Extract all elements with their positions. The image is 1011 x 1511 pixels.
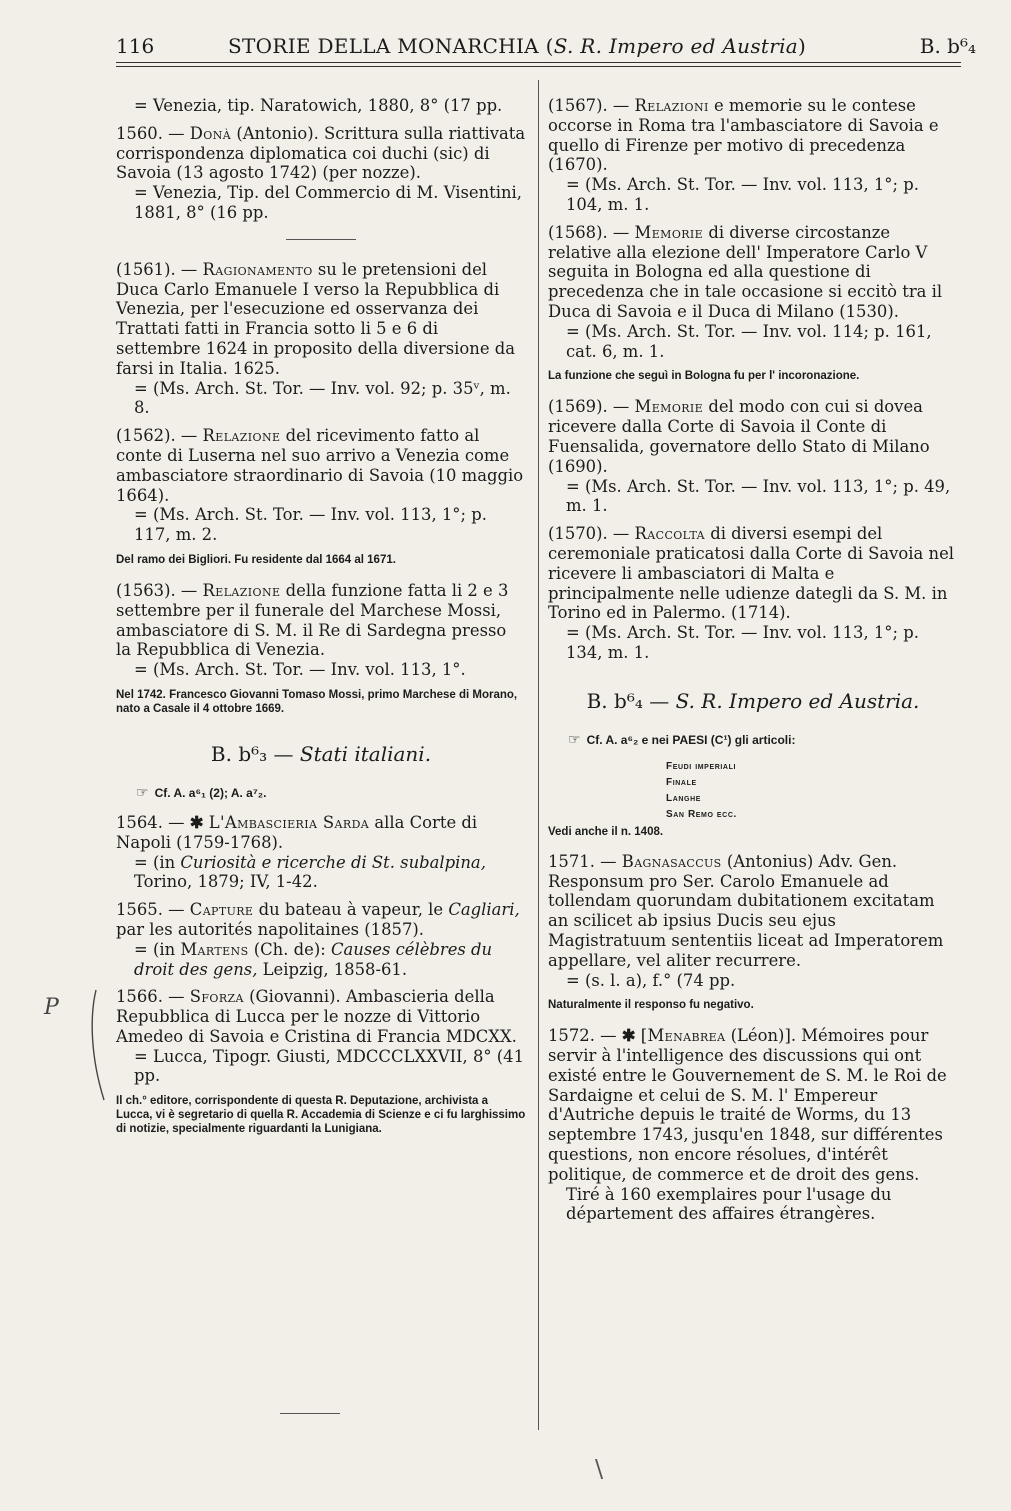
section-heading-stati-italiani: B. b⁶₃ — Stati italiani. [210,741,432,766]
entry-1564: 1564. — ✱ L'Ambascieria Sarda alla Corte di Napoli (1759-1768). = (in Curiosità e ricerche di St. subalpina, Torino, 1879; IV, 1-42. [116,812,486,892]
section-heading-impero-austria: B. b⁶₄ — S. R. Impero ed Austria. [586,688,920,713]
footnote-1571: Naturalmente il responso fu negativo. [548,999,754,1012]
see-also: Vedi anche il n. 1408. [548,825,664,838]
page-number: 116 [116,34,155,58]
running-header [116,30,976,70]
entry-1560: 1560. — Donà (Antonio). Scrittura sulla riattivata corrispondenza diplomatica coi duchi (sic) di Savoia (13 agosto 1742) (per nozze). = Venezia, Tip. del Commercio di M. Visentini, 1881, 8° (16 pp. [116,123,526,222]
footnote-1568: La funzione che seguì in Bologna fu per l' incoronazione. [548,370,860,383]
cf-item: San Remo ecc. [666,808,737,820]
footnote-1562: Del ramo dei Bigliori. Fu residente dal 1664 al 1671. [116,553,396,566]
entry-1566: 1566. — Sforza (Giovanni). Ambascieria della Repubblica di Lucca per le nozze di Vittorio Amedeo di Savoia e Cristina di Francia MDCXX. = Lucca, Tipogr. Giusti, MDCCCLXXVII, 8° (41 pp. [116,987,525,1086]
cf-item: Feudi imperiali [666,760,737,772]
right-column [548,96,958,1232]
entry-continued: = Venezia, tip. Naratowich, 1880, 8° (17 pp. [134,96,503,115]
entry-1569: (1569). — Memorie del modo con cui si dovea ricevere dalla Corte di Savoia il Conte di Fuensalida, governatore dello Stato di Milano (1690). = (Ms. Arch. St. Tor. — Inv. vol. 113, 1°; p. 49, m. 1. [548,397,951,516]
entry-1561: (1561). — Ragionamento su le pretensioni del Duca Carlo Emanuele I verso la Repubblica di Venezia, per l'esecuzione ed osservanza dei Trattati fatti in Francia sotto li 5 e 6 di settembre 1624 in proposito della diversione da farsi in Italia. 1625. = (Ms. Arch. St. Tor. — Inv. vol. 92; p. 35ᵛ, m. 8. [116,259,516,418]
entry-1572: 1572. — ✱ [Menabrea (Léon)]. Mémoires pour servir à l'intelligence des discussions qui ont existé entre le Gouvernement de S. M. le Roi de Sardaigne et celui de S. M. l' Empereur d'Autriche depuis le traité de Worms, du 13 septembre 1743, jusqu'en 1848, sur différentes questions, non encore résolues, d'intérêt politique, de commerce et de droit des gens. Tiré à 160 exemplaires pour l'usage du département des affaires étrangères. [548,1026,947,1224]
margin-letter: P [44,995,59,1020]
handwritten-margin-mark [38,985,108,1105]
left-column [116,96,526,1150]
entry-1563: (1563). — Relazione della funzione fatta li 2 e 3 settembre per il funerale del Marchese Mossi, ambasciatore di S. M. il Re di Sardegna presso la Repubblica di Venezia. = (Ms. Arch. St. Tor. — Inv. vol. 113, 1°. [116,580,509,680]
pointing-hand-icon: ☞ [568,730,581,747]
entry-1562: (1562). — Relazione del ricevimento fatto al conte di Luserna nel suo arrivo a Venezia come ambasciatore straordinario di Savoia (10 maggio 1664). = (Ms. Arch. St. Tor. — Inv. vol. 113, 1°; p. 117, m. 2. [116,426,524,545]
section-reference: B. b⁶₄ [919,34,976,58]
entry-1567: (1567). — Relazioni e memorie su le contese occorse in Roma tra l'ambasciatore di Savoia e quello di Firenze per motivo di precedenza (1670). = (Ms. Arch. St. Tor. — Inv. vol. 113, 1°; p. 104, m. 1. [548,96,939,214]
end-rule [280,1413,340,1414]
stray-pen-mark: \ [595,1455,604,1483]
header-rule [116,62,961,63]
pointing-hand-icon: ☞ [136,783,149,800]
footnote-1566: Il ch.° editore, corrispondente di questa R. Deputazione, archivista a Lucca, vi è segretario di quella R. Accademia di Scienze e ci fu larghissimo di notizie, specialmente riguardanti la Lunigiana. [116,1095,526,1136]
entry-1570: (1570). — Raccolta di diversi esempi del ceremoniale praticatosi dalla Corte di Savoia nel ricevere li ambasciatori di Malta e principalmente nelle udienze dategli da S. M. in Torino ed in Palermo. (1714). = (Ms. Arch. St. Tor. — Inv. vol. 113, 1°; p. 134, m. 1. [548,524,955,662]
cf-item: Langhe [666,792,701,804]
cross-reference: ☞ Cf. A. a⁶₂ e nei PAESI (C¹) gli articoli: [568,730,796,747]
entry-1565: 1565. — Capture du bateau à vapeur, le Cagliari, par les autorités napolitaines (1857). = (in Martens (Ch. de): Causes célèbres du droit des gens, Leipzig, 1858-61. [116,900,520,979]
entry-1568: (1568). — Memorie di diverse circostanze relative alla elezione dell' Imperatore Carlo V seguita in Bologna ed alla questione di precedenza che in tale occasione si eccitò tra il Duca di Savoia e il Duca di Milano (1530). = (Ms. Arch. St. Tor. — Inv. vol. 114; p. 161, cat. 6, m. 1. [548,222,943,361]
cross-reference: ☞ Cf. A. a⁶₁ (2); A. a⁷₂. [136,783,267,800]
entry-1571: 1571. — Bagnasaccus (Antonius) Adv. Gen. Responsum pro Ser. Carolo Emanuele ad tollendam quorundam dubitationem excitatam an scilicet ab ipsius Ducis seu ejus Magistratuum sententiis liceat ad Imperatorem appellare, vel aliter recurrere. = (s. l. a), f.° (74 pp. [548,851,944,990]
cf-item: Finale [666,776,697,788]
separator [286,239,356,240]
page-title: STORIE DELLA MONARCHIA (S. R. Impero ed Austria) [228,34,807,58]
header-rule-double [116,66,961,67]
column-divider [538,80,539,1430]
footnote-1563: Nel 1742. Francesco Giovanni Tomaso Mossi, primo Marchese di Morano, nato a Casale il 4 ottobre 1669. [116,688,518,715]
